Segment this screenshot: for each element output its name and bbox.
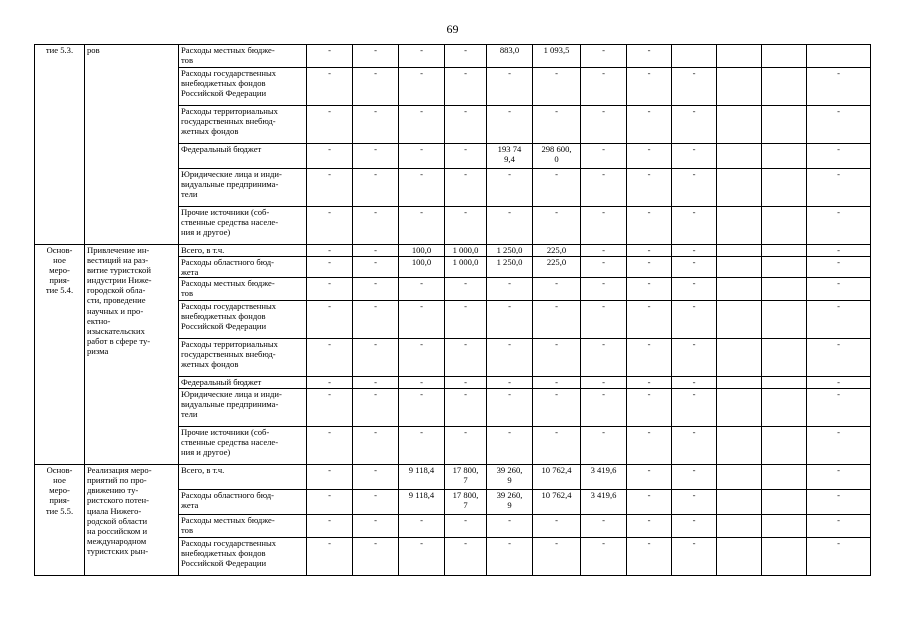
value-cell: - <box>487 278 533 301</box>
value-cell <box>717 169 762 207</box>
value-cell: - <box>672 144 717 169</box>
value-cell: - <box>353 169 399 207</box>
value-cell: - <box>399 169 445 207</box>
value-cell: - <box>627 45 672 68</box>
value-cell <box>717 538 762 576</box>
value-cell: - <box>399 339 445 377</box>
value-cell: 9 118,4 <box>399 490 445 515</box>
value-cell: - <box>445 515 487 538</box>
value-cell: - <box>672 245 717 257</box>
measure-name-cell: Реализация меро- приятий по про- движению ту- ристского потен- циала Нижего- родской области на российском и международном туристских рын- <box>85 465 179 576</box>
value-cell <box>717 301 762 339</box>
funding-source-cell: Расходы местных бюдже- тов <box>179 515 307 538</box>
value-cell: - <box>307 427 353 465</box>
value-cell: 1 093,5 <box>533 45 581 68</box>
budget-table <box>34 44 871 576</box>
value-cell: - <box>399 207 445 245</box>
value-cell <box>762 465 807 490</box>
measure-number-cell: тие 5.3. <box>35 45 85 245</box>
value-cell: - <box>627 490 672 515</box>
value-cell <box>762 144 807 169</box>
value-cell: - <box>487 377 533 389</box>
value-cell: - <box>445 106 487 144</box>
value-cell: - <box>627 278 672 301</box>
value-cell: - <box>807 389 871 427</box>
value-cell: - <box>487 106 533 144</box>
value-cell: - <box>807 207 871 245</box>
value-cell: - <box>307 106 353 144</box>
value-cell <box>717 45 762 68</box>
value-cell: - <box>807 106 871 144</box>
value-cell: - <box>445 301 487 339</box>
value-cell: - <box>672 301 717 339</box>
value-cell: - <box>672 68 717 106</box>
value-cell: - <box>627 301 672 339</box>
value-cell <box>762 106 807 144</box>
value-cell: 3 419,6 <box>581 490 627 515</box>
value-cell: - <box>672 339 717 377</box>
value-cell: - <box>307 45 353 68</box>
value-cell: - <box>581 169 627 207</box>
value-cell: - <box>445 278 487 301</box>
value-cell: - <box>399 106 445 144</box>
value-cell: - <box>533 515 581 538</box>
value-cell: - <box>581 68 627 106</box>
value-cell: - <box>807 68 871 106</box>
value-cell: - <box>353 538 399 576</box>
value-cell: 39 260, 9 <box>487 490 533 515</box>
funding-source-cell: Прочие источники (соб- ственные средства населе- ния и другое) <box>179 207 307 245</box>
value-cell <box>717 490 762 515</box>
funding-source-cell: Расходы местных бюдже- тов <box>179 278 307 301</box>
value-cell: - <box>353 389 399 427</box>
value-cell: - <box>627 389 672 427</box>
measure-name-cell: ров <box>85 45 179 245</box>
value-cell: - <box>353 245 399 257</box>
value-cell: 100,0 <box>399 245 445 257</box>
value-cell: - <box>627 207 672 245</box>
page-number: 69 <box>446 22 459 36</box>
value-cell: - <box>353 465 399 490</box>
value-cell: 100,0 <box>399 257 445 278</box>
funding-source-cell: Расходы областного бюд- жета <box>179 257 307 278</box>
value-cell: 17 800, 7 <box>445 490 487 515</box>
value-cell: - <box>581 144 627 169</box>
value-cell: - <box>672 278 717 301</box>
value-cell: - <box>307 144 353 169</box>
value-cell: - <box>807 515 871 538</box>
value-cell <box>762 257 807 278</box>
funding-source-cell: Всего, в т.ч. <box>179 465 307 490</box>
value-cell: - <box>533 377 581 389</box>
value-cell: - <box>307 301 353 339</box>
value-cell: - <box>627 68 672 106</box>
value-cell: - <box>807 245 871 257</box>
value-cell: 39 260, 9 <box>487 465 533 490</box>
value-cell <box>762 207 807 245</box>
value-cell: - <box>807 490 871 515</box>
value-cell <box>762 45 807 68</box>
value-cell: - <box>627 245 672 257</box>
value-cell: - <box>627 427 672 465</box>
value-cell: - <box>581 427 627 465</box>
value-cell: - <box>627 377 672 389</box>
value-cell: 1 250,0 <box>487 245 533 257</box>
value-cell: - <box>627 538 672 576</box>
table-row <box>35 465 871 490</box>
value-cell: - <box>399 427 445 465</box>
value-cell: - <box>399 377 445 389</box>
value-cell: - <box>353 257 399 278</box>
value-cell: - <box>445 538 487 576</box>
value-cell: - <box>445 68 487 106</box>
value-cell: - <box>533 68 581 106</box>
value-cell <box>762 515 807 538</box>
value-cell: - <box>627 257 672 278</box>
value-cell: - <box>399 515 445 538</box>
value-cell: - <box>672 538 717 576</box>
value-cell: - <box>581 389 627 427</box>
measure-name-cell: Привлечение ин- вестиций на раз- витие туристской индустрии Ниже- городской обла- сти, проведение научных и про- ектно- изыскательских работ в сфере ту- ризма <box>85 245 179 465</box>
table-row <box>35 245 871 257</box>
value-cell: - <box>672 257 717 278</box>
value-cell <box>717 515 762 538</box>
funding-source-cell: Федеральный бюджет <box>179 144 307 169</box>
value-cell: - <box>807 257 871 278</box>
value-cell: - <box>487 538 533 576</box>
value-cell: - <box>445 339 487 377</box>
value-cell: - <box>672 377 717 389</box>
value-cell <box>717 207 762 245</box>
value-cell: - <box>399 389 445 427</box>
value-cell: - <box>307 389 353 427</box>
value-cell <box>717 257 762 278</box>
value-cell <box>672 45 717 68</box>
value-cell <box>717 465 762 490</box>
value-cell: - <box>627 169 672 207</box>
value-cell: - <box>445 207 487 245</box>
value-cell <box>762 169 807 207</box>
value-cell: - <box>672 465 717 490</box>
value-cell: - <box>627 106 672 144</box>
value-cell: - <box>533 427 581 465</box>
table-row <box>35 45 871 68</box>
funding-source-cell: Федеральный бюджет <box>179 377 307 389</box>
value-cell <box>717 245 762 257</box>
value-cell: - <box>581 377 627 389</box>
value-cell: - <box>399 68 445 106</box>
value-cell: - <box>487 207 533 245</box>
value-cell: - <box>581 538 627 576</box>
value-cell <box>717 144 762 169</box>
value-cell: - <box>672 106 717 144</box>
value-cell: - <box>445 169 487 207</box>
value-cell: - <box>487 301 533 339</box>
value-cell <box>762 68 807 106</box>
value-cell: 9 118,4 <box>399 465 445 490</box>
value-cell: - <box>353 301 399 339</box>
value-cell: - <box>581 515 627 538</box>
value-cell: - <box>307 68 353 106</box>
value-cell: - <box>307 245 353 257</box>
value-cell <box>807 45 871 68</box>
value-cell: 17 800, 7 <box>445 465 487 490</box>
value-cell <box>717 389 762 427</box>
value-cell: - <box>581 278 627 301</box>
funding-source-cell: Юридические лица и инди- видуальные предпринима- тели <box>179 389 307 427</box>
value-cell: - <box>307 207 353 245</box>
value-cell: - <box>581 257 627 278</box>
value-cell: - <box>353 45 399 68</box>
value-cell: - <box>307 490 353 515</box>
value-cell: - <box>581 45 627 68</box>
value-cell: - <box>627 515 672 538</box>
funding-source-cell: Расходы местных бюдже- тов <box>179 45 307 68</box>
value-cell: - <box>445 45 487 68</box>
value-cell: - <box>627 339 672 377</box>
value-cell: - <box>533 538 581 576</box>
value-cell <box>717 106 762 144</box>
value-cell: - <box>533 278 581 301</box>
value-cell: - <box>399 144 445 169</box>
value-cell: - <box>353 68 399 106</box>
value-cell: - <box>581 245 627 257</box>
value-cell: 1 000,0 <box>445 245 487 257</box>
value-cell: - <box>533 169 581 207</box>
value-cell: - <box>627 144 672 169</box>
value-cell: 193 74 9,4 <box>487 144 533 169</box>
value-cell: - <box>307 339 353 377</box>
value-cell: - <box>672 169 717 207</box>
value-cell: - <box>445 389 487 427</box>
value-cell: - <box>672 490 717 515</box>
value-cell: - <box>445 377 487 389</box>
value-cell: 3 419,6 <box>581 465 627 490</box>
funding-source-cell: Расходы территориальных государственных внебюд- жетных фондов <box>179 106 307 144</box>
funding-source-cell: Расходы государственных внебюджетных фондов Российской Федерации <box>179 301 307 339</box>
value-cell: - <box>533 106 581 144</box>
value-cell <box>717 339 762 377</box>
value-cell: - <box>353 515 399 538</box>
value-cell <box>762 278 807 301</box>
value-cell: - <box>807 377 871 389</box>
funding-source-cell: Расходы территориальных государственных внебюд- жетных фондов <box>179 339 307 377</box>
funding-source-cell: Юридические лица и инди- видуальные предпринима- тели <box>179 169 307 207</box>
value-cell: - <box>487 427 533 465</box>
measure-number-cell: Основ- ное меро- прия- тие 5.4. <box>35 245 85 465</box>
value-cell: - <box>487 68 533 106</box>
funding-source-cell: Расходы областного бюд- жета <box>179 490 307 515</box>
value-cell <box>762 339 807 377</box>
value-cell: - <box>445 427 487 465</box>
value-cell: - <box>353 427 399 465</box>
value-cell: - <box>353 207 399 245</box>
value-cell: - <box>672 427 717 465</box>
value-cell: - <box>353 144 399 169</box>
value-cell: 225,0 <box>533 257 581 278</box>
value-cell: 298 600, 0 <box>533 144 581 169</box>
value-cell: - <box>533 301 581 339</box>
funding-source-cell: Всего, в т.ч. <box>179 245 307 257</box>
value-cell: - <box>399 538 445 576</box>
value-cell <box>762 245 807 257</box>
value-cell: - <box>487 169 533 207</box>
value-cell: 225,0 <box>533 245 581 257</box>
value-cell: - <box>807 339 871 377</box>
value-cell: 10 762,4 <box>533 490 581 515</box>
funding-source-cell: Прочие источники (соб- ственные средства населе- ния и другое) <box>179 427 307 465</box>
value-cell: - <box>353 490 399 515</box>
value-cell: - <box>445 144 487 169</box>
value-cell: - <box>581 339 627 377</box>
value-cell: - <box>307 465 353 490</box>
value-cell <box>762 490 807 515</box>
measure-number-cell: Основ- ное меро- прия- тие 5.5. <box>35 465 85 576</box>
value-cell: - <box>399 45 445 68</box>
value-cell: - <box>581 301 627 339</box>
value-cell: - <box>307 169 353 207</box>
value-cell: - <box>353 278 399 301</box>
value-cell: - <box>399 301 445 339</box>
funding-source-cell: Расходы государственных внебюджетных фондов Российской Федерации <box>179 538 307 576</box>
value-cell: - <box>807 169 871 207</box>
value-cell: - <box>672 207 717 245</box>
value-cell: - <box>533 339 581 377</box>
value-cell: - <box>807 465 871 490</box>
value-cell: - <box>807 301 871 339</box>
value-cell: - <box>672 515 717 538</box>
value-cell <box>762 389 807 427</box>
value-cell: - <box>487 389 533 427</box>
value-cell: - <box>487 339 533 377</box>
value-cell <box>717 427 762 465</box>
value-cell: - <box>627 465 672 490</box>
value-cell: - <box>807 278 871 301</box>
value-cell: - <box>487 515 533 538</box>
value-cell: - <box>807 538 871 576</box>
value-cell: - <box>307 257 353 278</box>
value-cell: - <box>307 538 353 576</box>
value-cell: - <box>307 515 353 538</box>
value-cell: - <box>581 106 627 144</box>
value-cell <box>762 301 807 339</box>
value-cell: - <box>807 427 871 465</box>
value-cell: 10 762,4 <box>533 465 581 490</box>
value-cell: - <box>533 389 581 427</box>
value-cell <box>762 538 807 576</box>
value-cell: 883,0 <box>487 45 533 68</box>
value-cell: - <box>353 377 399 389</box>
value-cell: - <box>307 278 353 301</box>
funding-source-cell: Расходы государственных внебюджетных фондов Российской Федерации <box>179 68 307 106</box>
value-cell: - <box>399 278 445 301</box>
value-cell <box>717 278 762 301</box>
value-cell: - <box>353 339 399 377</box>
value-cell <box>717 68 762 106</box>
value-cell <box>762 377 807 389</box>
value-cell: - <box>672 389 717 427</box>
value-cell: - <box>807 144 871 169</box>
value-cell: - <box>353 106 399 144</box>
value-cell: - <box>581 207 627 245</box>
value-cell <box>762 427 807 465</box>
value-cell <box>717 377 762 389</box>
value-cell: 1 000,0 <box>445 257 487 278</box>
value-cell: - <box>307 377 353 389</box>
value-cell: - <box>533 207 581 245</box>
value-cell: 1 250,0 <box>487 257 533 278</box>
